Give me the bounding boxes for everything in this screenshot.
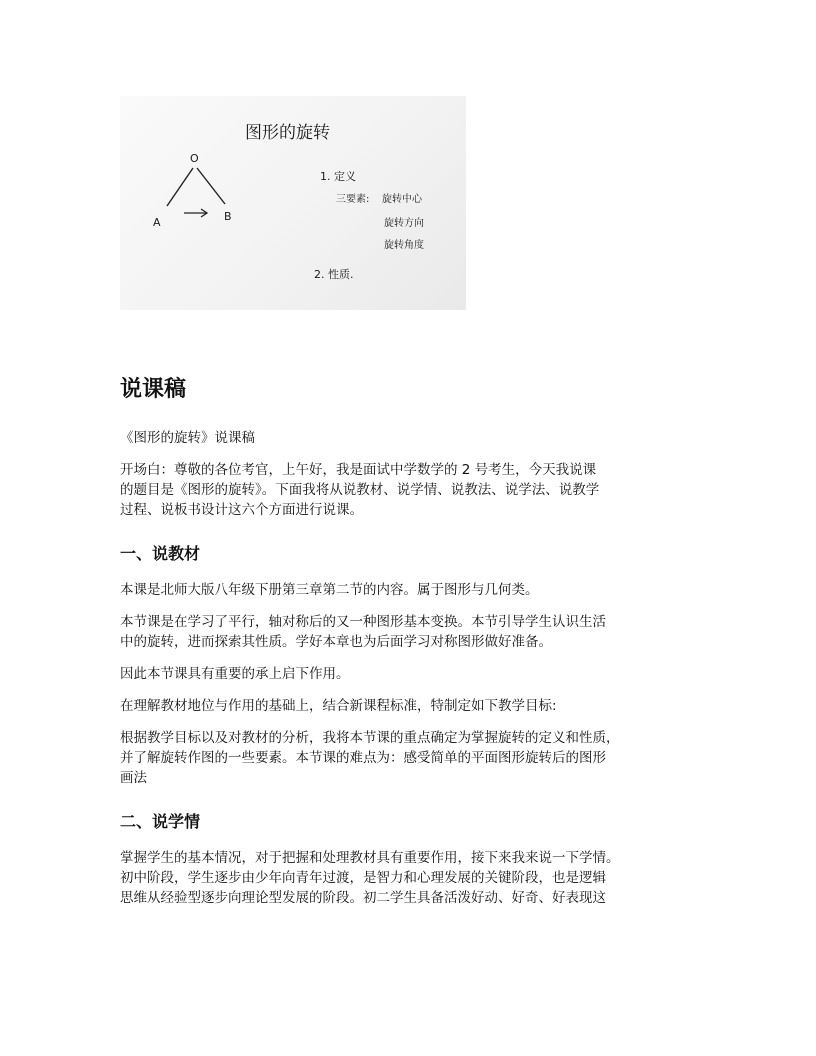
- paragraph-line: 初中阶段，学生逐步由少年向青年过渡，是智力和心理发展的关键阶段，也是逻辑: [120, 870, 606, 886]
- whiteboard-photo: [120, 96, 466, 310]
- document-subtitle: 《图形的旋转》说课稿: [120, 430, 255, 446]
- paragraph-line: 掌握学生的基本情况，对于把握和处理教材具有重要作用，接下来我来说一下学情。: [120, 850, 620, 866]
- note-center: 旋转中心: [382, 194, 422, 205]
- point-o-label: O: [190, 152, 199, 165]
- note-definition: 1. 定义: [320, 170, 356, 183]
- paragraph-line: 画法: [120, 770, 147, 786]
- note-three-elements: 三要素:: [336, 194, 370, 205]
- intro-line: 开场白：尊敬的各位考官，上午好，我是面试中学数学的 2 号考生，今天我说课: [120, 462, 597, 478]
- paragraph-line: 并了解旋转作图的一些要素。本节课的难点为：感受简单的平面图形旋转后的图形: [120, 750, 606, 766]
- note-angle: 旋转角度: [384, 240, 424, 251]
- segment-oa: [167, 168, 193, 206]
- segment-ob: [197, 168, 225, 204]
- document-body: [120, 370, 705, 908]
- note-direction: 旋转方向: [384, 218, 424, 229]
- students-paragraph-1: [120, 848, 705, 908]
- paragraph-line: 根据教学目标以及对教材的分析，我将本节课的重点确定为掌握旋转的定义和性质，: [120, 730, 620, 746]
- textbook-paragraph-3: 因此本节课具有重要的承上启下作用。: [120, 666, 350, 682]
- intro-paragraph: [120, 460, 705, 520]
- point-b-label: B: [224, 210, 232, 223]
- textbook-paragraph-5: [120, 728, 705, 788]
- intro-line: 的题目是《图形的旋转》。下面我将从说教材、说学情、说教法、说学法、说教学: [120, 482, 600, 498]
- point-a-label: A: [153, 216, 161, 229]
- section-heading-students: 二、说学情: [120, 812, 201, 831]
- textbook-paragraph-1: 本课是北师大版八年级下册第三章第二节的内容。属于图形与几何类。: [120, 582, 539, 598]
- photo-title: 图形的旋转: [245, 123, 330, 143]
- note-properties: 2. 性质.: [314, 268, 354, 281]
- document-title: 说课稿: [120, 377, 187, 402]
- intro-line: 过程、说板书设计这六个方面进行说课。: [120, 502, 363, 518]
- textbook-paragraph-2: [120, 612, 705, 652]
- textbook-paragraph-4: 在理解教材地位与作用的基础上，结合新课程标准，特制定如下教学目标:: [120, 698, 557, 714]
- paragraph-line: 中的旋转，进而探索其性质。学好本章也为后面学习对称图形做好准备。: [120, 634, 552, 650]
- section-heading-textbook: 一、说教材: [120, 544, 201, 563]
- paragraph-line: 本节课是在学习了平行，轴对称后的又一种图形基本变换。本节引导学生认识生活: [120, 614, 606, 630]
- paragraph-line: 思维从经验型逐步向理论型发展的阶段。初二学生具备活泼好动、好奇、好表现这: [120, 890, 606, 906]
